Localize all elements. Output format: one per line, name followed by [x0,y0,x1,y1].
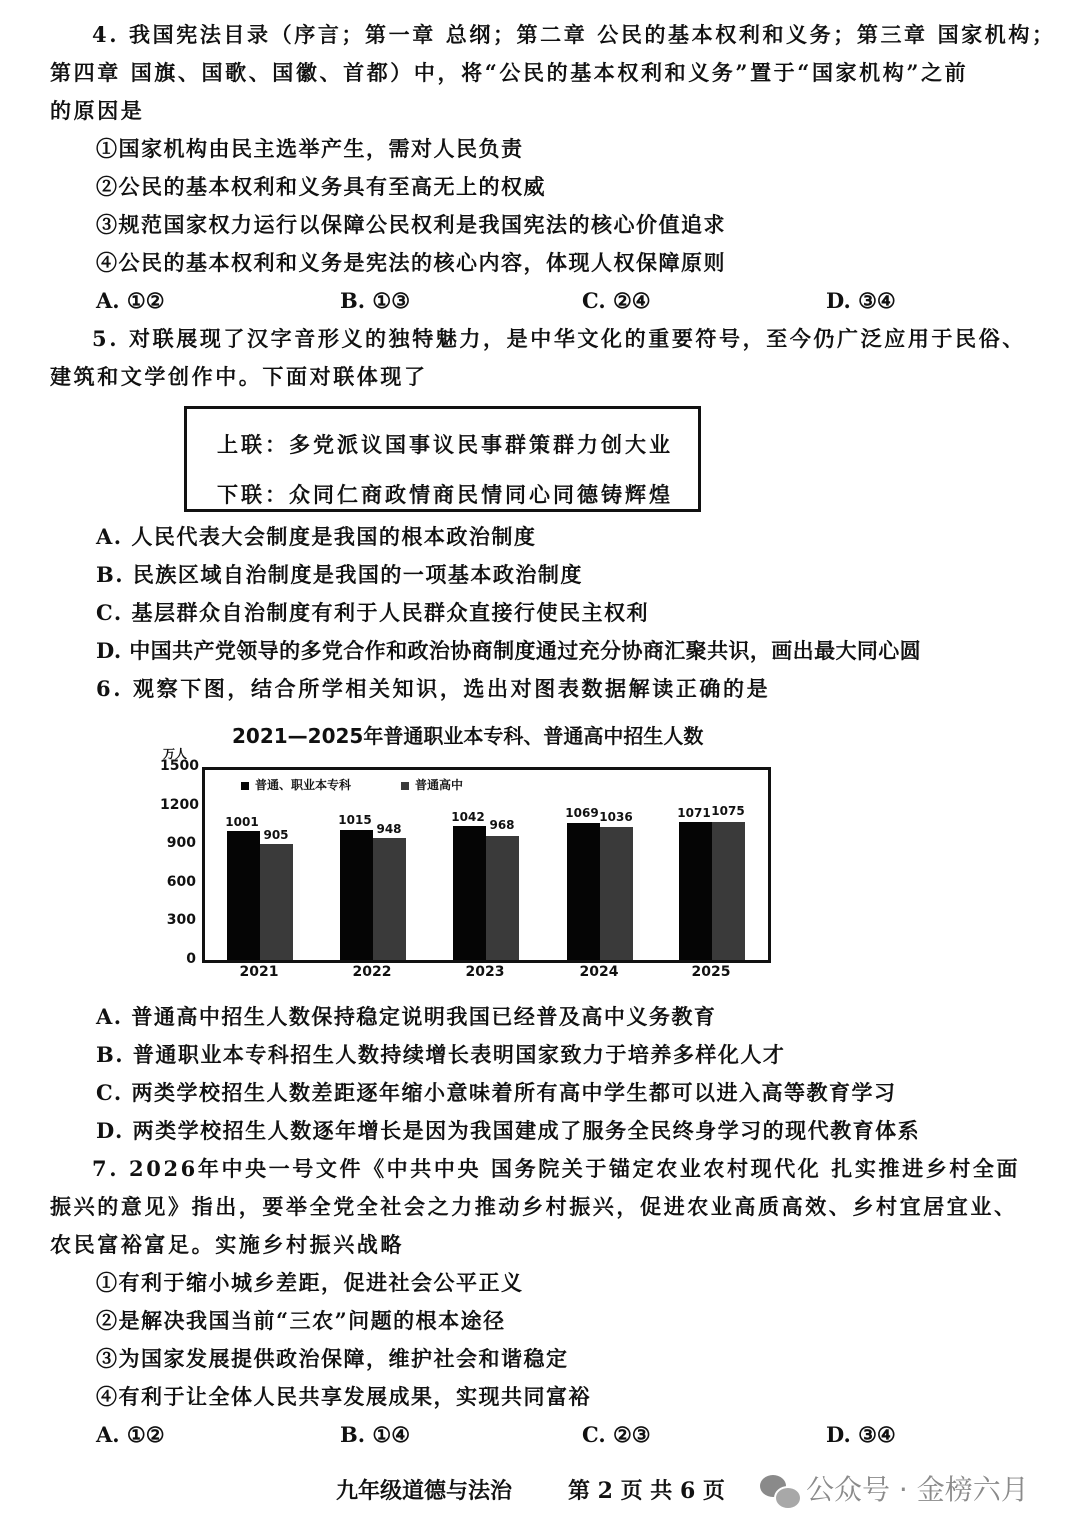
value-2023-vocational: 1042 [451,810,485,824]
y-axis-unit: 万人 [163,747,188,761]
q7-statement-2: ②是解决我国当前“三农”问题的根本途径 [96,1308,506,1333]
bar-2024-highschool [600,827,633,960]
value-2025-vocational: 1071 [677,806,711,820]
y-tick-1200: 1200 [160,797,199,813]
watermark [760,1468,1029,1508]
y-tick-1500: 1500 [160,758,199,774]
bar-2022-highschool [373,838,406,960]
bar-2021-highschool [260,844,293,960]
value-2025-highschool: 1075 [711,804,745,818]
wechat-icon [760,1475,798,1507]
bar-2025-highschool [712,822,745,960]
q4-option-b: B. ①③ [340,288,411,313]
value-2022-highschool: 948 [376,822,402,836]
footer-subject: 九年级道德与法治 [336,1478,513,1504]
bar-2024-vocational [567,823,600,960]
value-2021-vocational: 1001 [225,815,259,829]
bar-2022-vocational [340,830,373,960]
q4-stem-line-3: 的原因是 [50,98,145,123]
q5-option-c: C. 基层群众自治制度有利于人民群众直接行使民主权利 [96,600,649,625]
value-2021-highschool: 905 [263,828,289,842]
q7-stem-line-1: 7. 2026年中央一号文件《中共中央 国务院关于锚定农业农村现代化 扎实推进乡村全面 [92,1156,1021,1181]
q4-statement-1: ①国家机构由民主选举产生，需对人民负责 [96,136,524,161]
legend-series-2: 普通高中 [401,776,463,793]
q4-statement-2: ②公民的基本权利和义务具有至高无上的权威 [96,174,546,199]
q7-option-d: D. ③④ [826,1422,896,1447]
bar-2025-vocational [679,822,712,960]
q4-statement-4: ④公民的基本权利和义务是宪法的核心内容，体现人权保障原则 [96,250,726,275]
chart-plot-area [202,767,771,963]
x-label-2023: 2023 [465,964,505,980]
q6-stem: 6. 观察下图，结合所学相关知识，选出对图表数据解读正确的是 [96,676,771,701]
bar-2023-highschool [486,836,519,960]
q4-option-d: D. ③④ [826,288,896,313]
x-label-2021: 2021 [239,964,279,980]
legend-swatch-icon [401,782,409,790]
x-label-2024: 2024 [579,964,619,980]
y-tick-600: 600 [166,874,196,890]
x-label-2025: 2025 [691,964,731,980]
q7-option-c: C. ②③ [582,1422,651,1447]
y-tick-0: 0 [186,951,196,967]
q6-option-a: A. 普通高中招生人数保持稳定说明我国已经普及高中义务教育 [96,1004,717,1029]
q7-statement-3: ③为国家发展提供政治保障，维护社会和谐稳定 [96,1346,569,1371]
q7-option-a: A. ①② [96,1422,165,1447]
q7-statement-1: ①有利于缩小城乡差距，促进社会公平正义 [96,1270,524,1295]
q4-stem-line-2: 第四章 国旗、国歌、国徽、首都）中，将“公民的基本权利和义务”置于“国家机构”之前 [50,60,969,85]
q7-statement-4: ④有利于让全体人民共享发展成果，实现共同富裕 [96,1384,591,1409]
footer-page-number: 第 2 页 共 6 页 [568,1478,725,1504]
y-tick-300: 300 [166,912,196,928]
q6-option-b: B. 普通职业本专科招生人数持续增长表明国家致力于培养多样化人才 [96,1042,786,1067]
watermark-text: 公众号 · 金榜六月 [806,1473,1029,1506]
value-2024-highschool: 1036 [599,810,633,824]
y-tick-900: 900 [166,835,196,851]
q7-option-b: B. ①④ [340,1422,411,1447]
couplet-lower: 下联：众同仁商政情商民情同心同德铸辉煌 [217,482,673,507]
q7-stem-line-2: 振兴的意见》指出，要举全党全社会之力推动乡村振兴，促进农业高质高效、乡村宜居宜业、 [50,1194,1018,1219]
value-2024-vocational: 1069 [565,806,599,820]
q5-stem-line-2: 建筑和文学创作中。下面对联体现了 [50,364,428,389]
q4-statement-3: ③规范国家权力运行以保障公民权利是我国宪法的核心价值追求 [96,212,726,237]
q4-stem-line-1: 4. 我国宪法目录（序言；第一章 总纲；第二章 公民的基本权利和义务；第三章 国家机构； [92,22,1056,47]
bar-2021-vocational [227,831,260,960]
q7-stem-line-3: 农民富裕富足。实施乡村振兴战略 [50,1232,404,1257]
value-2023-highschool: 968 [489,818,515,832]
q6-option-c: C. 两类学校招生人数差距逐年缩小意味着所有高中学生都可以进入高等教育学习 [96,1080,897,1105]
q5-option-b: B. 民族区域自治制度是我国的一项基本政治制度 [96,562,583,587]
q6-option-d: D. 两类学校招生人数逐年增长是因为我国建成了服务全民终身学习的现代教育体系 [96,1118,921,1143]
couplet-upper: 上联：多党派议国事议民事群策群力创大业 [217,432,673,457]
value-2022-vocational: 1015 [338,813,372,827]
bar-2023-vocational [453,826,486,960]
q4-option-c: C. ②④ [582,288,651,313]
chart-title: 2021—2025年普通职业本专科、普通高中招生人数 [232,724,704,748]
q5-option-d: D. 中国共产党领导的多党合作和政治协商制度通过充分协商汇聚共识，画出最大同心圆 [96,638,922,663]
q4-option-a: A. ①② [96,288,165,313]
legend-series-1: 普通、职业本专科 [241,776,351,793]
legend-swatch-icon [241,782,249,790]
q5-option-a: A. 人民代表大会制度是我国的根本政治制度 [96,524,537,549]
x-label-2022: 2022 [352,964,392,980]
couplet-box [184,406,701,512]
q5-stem-line-1: 5. 对联展现了汉字音形义的独特魅力，是中华文化的重要符号，至今仍广泛应用于民俗、 [92,326,1026,351]
